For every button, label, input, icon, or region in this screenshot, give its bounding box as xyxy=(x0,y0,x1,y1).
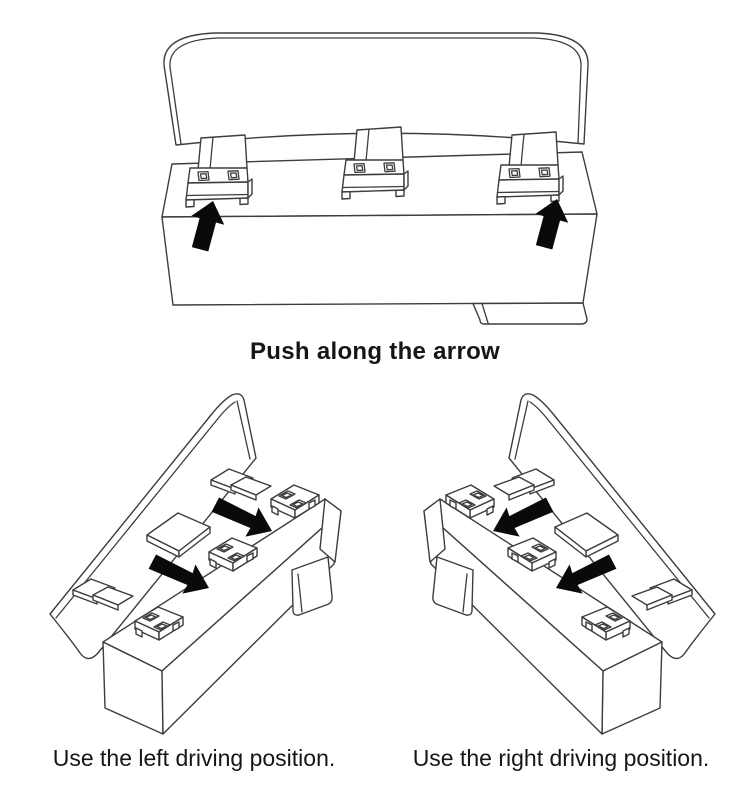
caption-push-along-arrow: Push along the arrow xyxy=(249,338,501,365)
connector-clip xyxy=(342,127,408,199)
connector-clip xyxy=(497,132,563,204)
figure-left-driving-position xyxy=(25,385,380,745)
figure-push-along-arrow xyxy=(140,10,610,332)
caption-right-driving-position: Use the right driving position. xyxy=(412,745,710,771)
connector-clip xyxy=(186,135,252,207)
caption-left-driving-position: Use the left driving position. xyxy=(52,745,336,771)
figure-right-driving-position xyxy=(385,385,740,745)
